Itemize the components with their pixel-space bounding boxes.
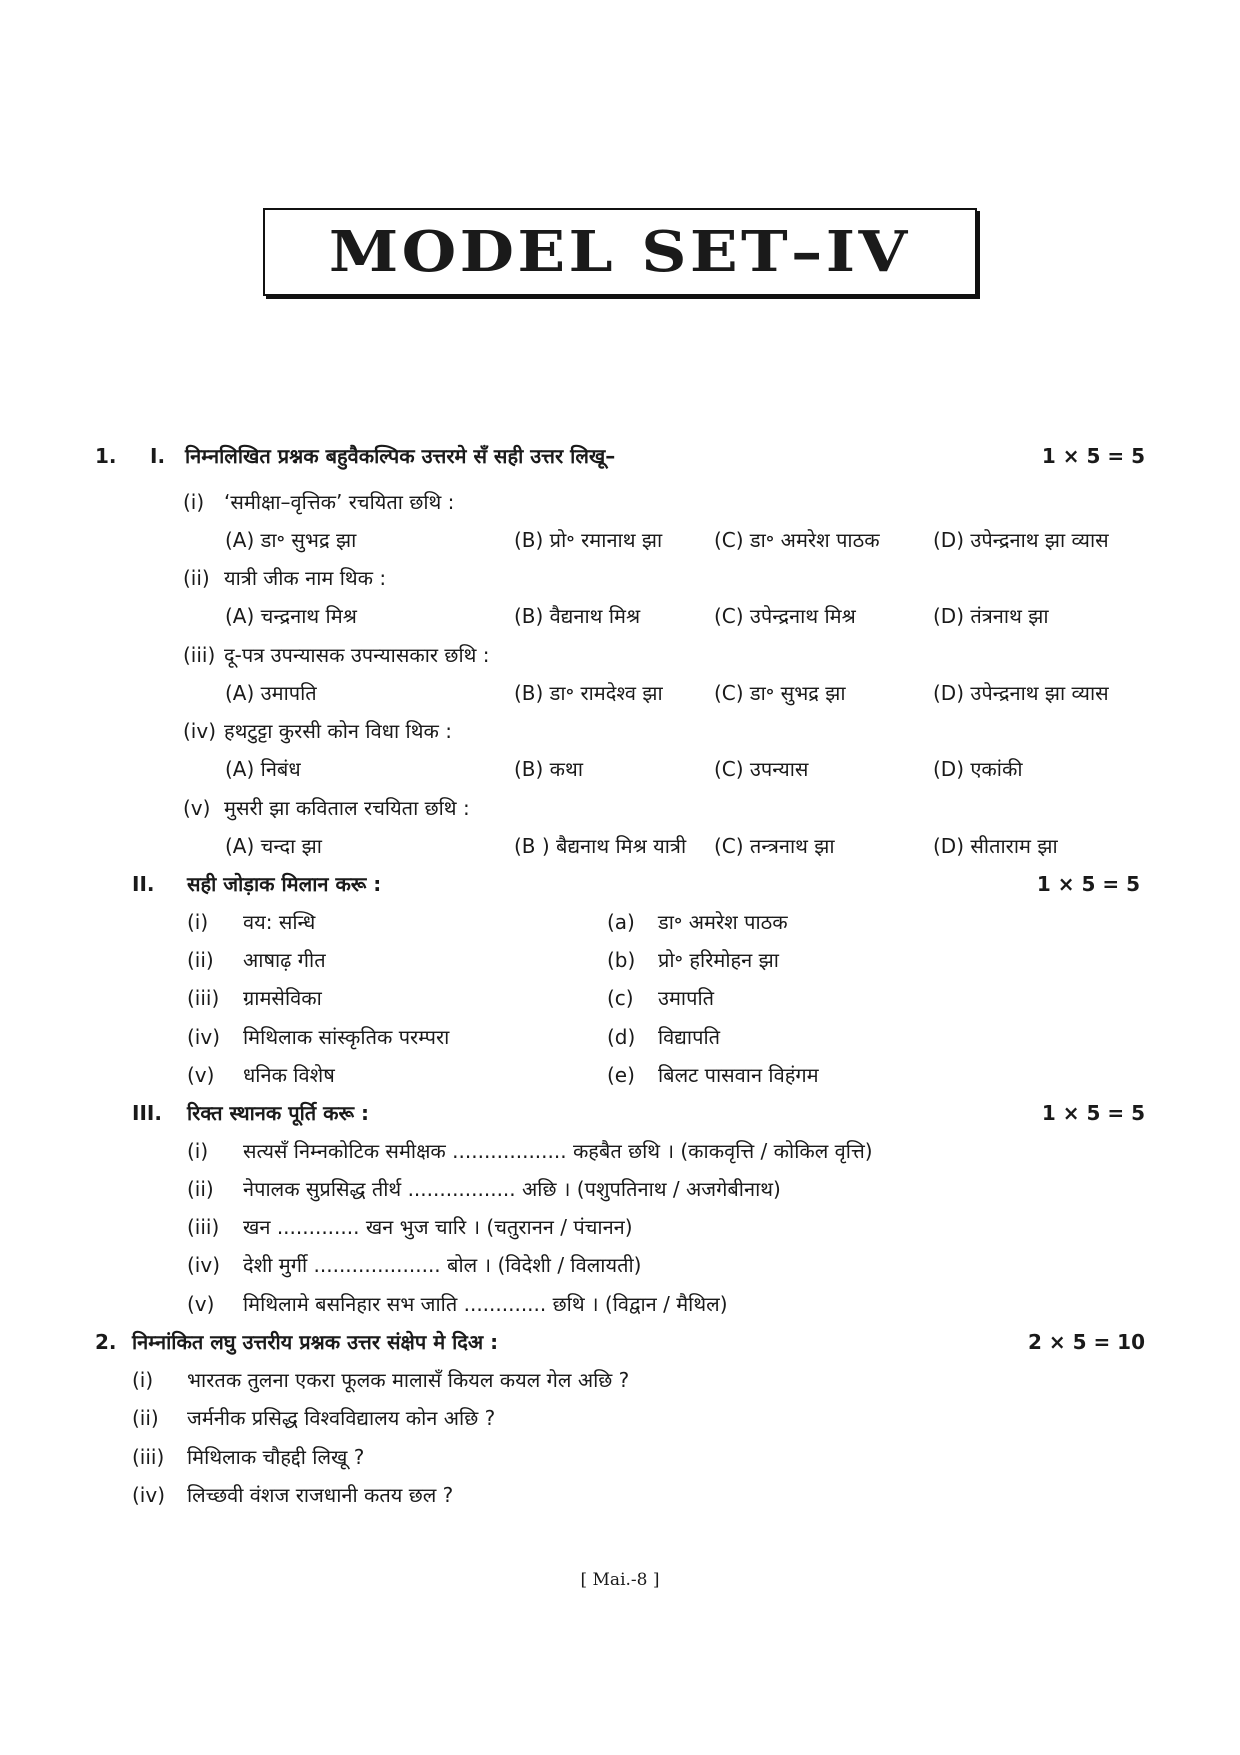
match-right-item: विद्यापति: [658, 1025, 721, 1049]
mcq-option-b: (B) डा॰ रामदेश्व झा: [514, 681, 663, 705]
q2-number: 2.: [95, 1330, 117, 1354]
mcq-number: (iv): [183, 719, 216, 743]
mcq-option-b: (B) प्रो॰ रमानाथ झा: [514, 528, 663, 552]
short-question-number: (ii): [132, 1406, 159, 1430]
title-box: [263, 208, 977, 296]
mcq-option-d: (D) तंत्रनाथ झा: [933, 604, 1049, 628]
mcq-option-d: (D) उपेन्द्रनाथ झा व्यास: [933, 528, 1109, 552]
match-left-item: ग्रामसेविका: [243, 986, 322, 1010]
short-question-text: लिच्छवी वंशज राजधानी कतय छल ?: [187, 1483, 454, 1507]
fill-blank-text: देशी मुर्गी .................... बोल । (विदेशी / विलायती): [243, 1253, 642, 1277]
q2-heading: निम्नांकित लघु उत्तरीय प्रश्नक उत्तर संक्षेप मे दिअ :: [132, 1330, 499, 1354]
short-question-text: जर्मनीक प्रसिद्ध विश्वविद्यालय कोन अछि ?: [187, 1406, 496, 1430]
mcq-question: दू-पत्र उपन्यासक उपन्यासकार छथि :: [224, 643, 490, 667]
q1-number: 1.: [95, 444, 117, 468]
mcq-question: यात्री जीक नाम थिक :: [224, 566, 387, 590]
fill-blank-number: (iii): [187, 1215, 220, 1239]
mcq-question: हथटुट्टा कुरसी कोन विधा थिक :: [224, 719, 452, 743]
fill-blank-number: (v): [187, 1292, 215, 1316]
fill-blank-text: मिथिलामे बसनिहार सभ जाति ............. छथि । (विद्वान / मैथिल): [243, 1292, 728, 1316]
mcq-option-a: (A) डा॰ सुभद्र झा: [225, 528, 357, 552]
section-III-marks: 1 × 5 = 5: [1041, 1101, 1145, 1125]
section-II-heading: सही जोड़ाक मिलान करू :: [187, 872, 382, 896]
mcq-option-c: (C) डा॰ अमरेश पाठक: [714, 528, 880, 552]
mcq-option-c: (C) उपन्यास: [714, 757, 809, 781]
mcq-option-b: (B ) बैद्यनाथ मिश्र यात्री: [514, 834, 687, 858]
match-left-item: मिथिलाक सांस्कृतिक परम्परा: [243, 1025, 450, 1049]
match-left-number: (iv): [187, 1025, 220, 1049]
page-title: MODEL SET–IV: [329, 219, 911, 285]
fill-blank-number: (ii): [187, 1177, 214, 1201]
mcq-question: मुसरी झा कविताल रचयिता छथि :: [224, 796, 470, 820]
short-question-number: (i): [132, 1368, 154, 1392]
short-question-text: मिथिलाक चौहद्दी लिखू ?: [187, 1445, 365, 1469]
match-left-number: (v): [187, 1063, 215, 1087]
section-II-roman: II.: [132, 872, 155, 896]
mcq-number: (v): [183, 796, 211, 820]
mcq-option-c: (C) डा॰ सुभद्र झा: [714, 681, 846, 705]
section-III-roman: III.: [132, 1101, 162, 1125]
mcq-option-a: (A) चन्दा झा: [225, 834, 322, 858]
match-right-letter: (b): [607, 948, 636, 972]
section-I-roman: I.: [150, 444, 166, 468]
mcq-option-b: (B) कथा: [514, 757, 584, 781]
match-left-number: (i): [187, 910, 209, 934]
fill-blank-number: (iv): [187, 1253, 220, 1277]
mcq-option-a: (A) निबंध: [225, 757, 301, 781]
section-I-heading: निम्नलिखित प्रश्नक बहुवैकल्पिक उत्तरमे सँ सही उत्तर लिखू–: [185, 444, 616, 468]
match-right-item: बिलट पासवान विहंगम: [658, 1063, 819, 1087]
match-right-item: डा॰ अमरेश पाठक: [658, 910, 788, 934]
match-right-letter: (e): [607, 1063, 635, 1087]
match-left-number: (ii): [187, 948, 214, 972]
fill-blank-text: खन ............. खन भुज चारि । (चतुरानन / पंचानन): [243, 1215, 633, 1239]
page-footer: [ Mai.-8 ]: [580, 1570, 660, 1590]
match-left-item: आषाढ़ गीत: [243, 948, 326, 972]
match-right-letter: (c): [607, 986, 634, 1010]
mcq-option-a: (A) चन्द्रनाथ मिश्र: [225, 604, 357, 628]
mcq-number: (iii): [183, 643, 216, 667]
fill-blank-text: नेपालक सुप्रसिद्ध तीर्थ ................. अछि । (पशुपतिनाथ / अजगेबीनाथ): [243, 1177, 781, 1201]
mcq-option-c: (C) तन्त्रनाथ झा: [714, 834, 835, 858]
match-left-item: वय: सन्धि: [243, 910, 316, 934]
match-left-number: (iii): [187, 986, 220, 1010]
match-right-item: प्रो॰ हरिमोहन झा: [658, 948, 779, 972]
mcq-number: (i): [183, 490, 205, 514]
mcq-option-b: (B) वैद्यनाथ मिश्र: [514, 604, 641, 628]
match-right-letter: (a): [607, 910, 635, 934]
short-question-number: (iii): [132, 1445, 165, 1469]
match-right-item: उमापति: [658, 986, 715, 1010]
mcq-option-d: (D) एकांकी: [933, 757, 1023, 781]
fill-blank-number: (i): [187, 1139, 209, 1163]
mcq-option-d: (D) उपेन्द्रनाथ झा व्यास: [933, 681, 1109, 705]
short-question-number: (iv): [132, 1483, 165, 1507]
short-question-text: भारतक तुलना एकरा फूलक मालासँ कियल कयल गेल अछि ?: [187, 1368, 630, 1392]
section-I-marks: 1 × 5 = 5: [1041, 444, 1145, 468]
q2-marks: 2 × 5 = 10: [1027, 1330, 1145, 1354]
mcq-number: (ii): [183, 566, 210, 590]
mcq-option-a: (A) उमापति: [225, 681, 317, 705]
match-right-letter: (d): [607, 1025, 636, 1049]
mcq-option-c: (C) उपेन्द्रनाथ मिश्र: [714, 604, 856, 628]
mcq-option-d: (D) सीताराम झा: [933, 834, 1058, 858]
fill-blank-text: सत्यसँ निम्नकोटिक समीक्षक .................. कहबैत छथि । (काकवृत्ति / कोकिल वृत्ति): [243, 1139, 873, 1163]
section-III-heading: रिक्त स्थानक पूर्ति करू :: [187, 1101, 369, 1125]
mcq-question: ‘समीक्षा–वृत्तिक’ रचयिता छथि :: [224, 490, 455, 514]
match-left-item: धनिक विशेष: [243, 1063, 335, 1087]
section-II-marks: 1 × 5 = 5: [1036, 872, 1140, 896]
